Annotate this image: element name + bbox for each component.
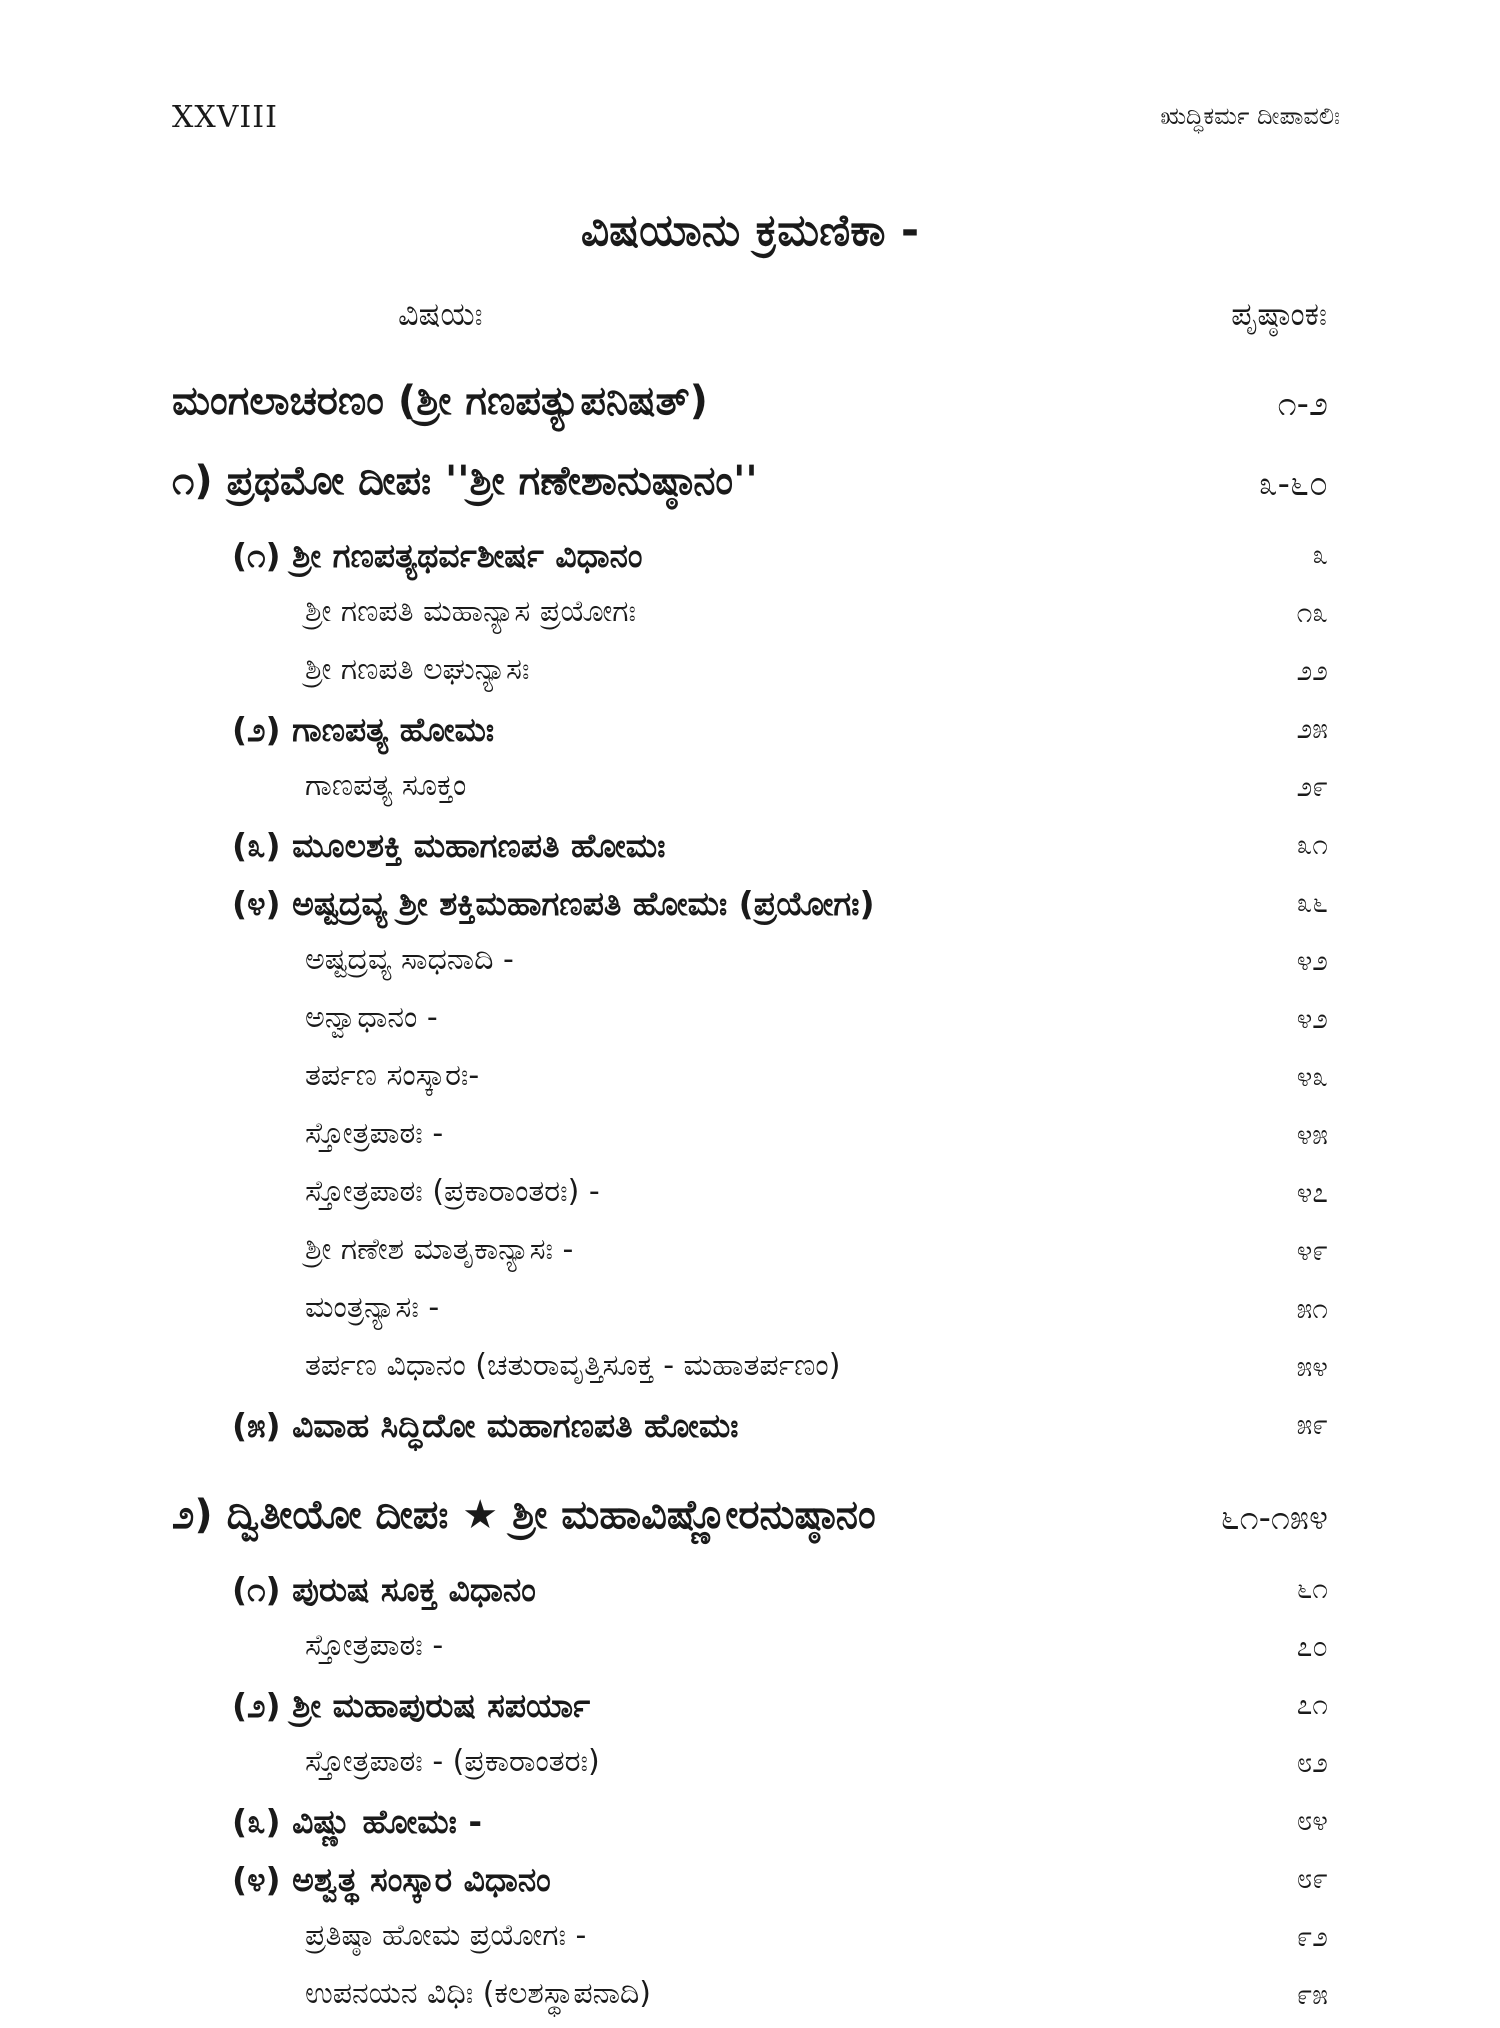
toc-entry-page: ೩೧ <box>1296 828 1328 861</box>
column-header-page: ಪೃಷ್ಠಾಂಕಃ <box>1231 295 1327 333</box>
toc-entry-page: ೩೬ <box>1296 886 1328 919</box>
toc-entry-page: ೪೭ <box>1296 1176 1328 1209</box>
toc-entry-label: ಗಾಣಪತ್ಯ ಸೂಕ್ತಂ <box>305 768 467 803</box>
toc-section-row <box>0 1854 1500 1912</box>
toc-entry-page: ೬೧ <box>1296 1572 1328 1605</box>
toc-title: ವಿಷಯಾನು ಕ್ರಮಣಿಕಾ - <box>580 205 920 256</box>
toc-section-row <box>0 1400 1500 1458</box>
toc-entry-label: ಮಂತ್ರನ್ಯಾಸಃ - <box>305 1290 440 1325</box>
book-title: ಋದ್ಧಿಕರ್ಮ ದೀಪಾವಲಿಃ <box>1160 102 1340 130</box>
toc-entry-page: ೮೯ <box>1296 1862 1328 1895</box>
running-head <box>172 100 1340 140</box>
toc-entry-label: ಸ್ತೋತ್ರಪಾಠಃ (ಪ್ರಕಾರಾಂತರಃ) - <box>305 1174 600 1209</box>
toc-entry-label: (೧) ಪುರುಷ ಸೂಕ್ತ ವಿಧಾನಂ <box>232 1570 536 1609</box>
toc-subsection-row <box>0 1110 1500 1168</box>
toc-entry-label: (೩) ವಿಷ್ಣು ಹೋಮಃ - <box>232 1802 483 1841</box>
toc-chapter-row <box>0 450 1500 530</box>
toc-entry-label: ಶ್ರೀ ಗಣಪತಿ ಮಹಾನ್ಯಾಸ ಪ್ರಯೋಗಃ <box>305 594 637 629</box>
table-of-contents <box>0 370 1500 2028</box>
toc-entry-label: ಶ್ರೀ ಗಣೇಶ ಮಾತೃಕಾನ್ಯಾಸಃ - <box>305 1232 574 1267</box>
toc-subsection-row <box>0 936 1500 994</box>
toc-section-row <box>0 820 1500 878</box>
toc-entry-page: ೨೫ <box>1296 712 1328 745</box>
toc-entry-label: (೧) ಶ್ರೀ ಗಣಪತ್ಯಥರ್ವಶೀರ್ಷ ವಿಧಾನಂ <box>232 536 643 575</box>
toc-section-row <box>0 530 1500 588</box>
toc-subsection-row <box>0 1738 1500 1796</box>
toc-subsection-row <box>0 588 1500 646</box>
toc-subsection-row <box>0 994 1500 1052</box>
toc-entry-label: ಸ್ತೋತ್ರಪಾಠಃ - <box>305 1116 444 1151</box>
column-header-subject: ವಿಷಯಃ <box>398 295 483 333</box>
toc-entry-label: ಸ್ತೋತ್ರಪಾಠಃ - <box>305 1628 444 1663</box>
toc-entry-page: ೯೨ <box>1296 1920 1328 1953</box>
toc-entry-page: ೪೯ <box>1296 1234 1328 1267</box>
toc-subsection-row <box>0 1052 1500 1110</box>
toc-subsection-row <box>0 1912 1500 1970</box>
toc-entry-label: (೫) ವಿವಾಹ ಸಿದ್ಧಿದೋ ಮಹಾಗಣಪತಿ ಹೋಮಃ <box>232 1406 739 1445</box>
toc-chapter-row <box>0 1484 1500 1564</box>
toc-entry-page: ೫೯ <box>1296 1408 1328 1441</box>
toc-subsection-row <box>0 1970 1500 2028</box>
toc-subsection-row <box>0 1342 1500 1400</box>
toc-entry-label: (೪) ಅಶ್ವತ್ಥ ಸಂಸ್ಕಾರ ವಿಧಾನಂ <box>232 1860 551 1899</box>
toc-entry-page: ೧-೨ <box>1277 384 1328 424</box>
toc-subsection-row <box>0 1284 1500 1342</box>
toc-entry-page: ೩-೬೦ <box>1258 464 1328 504</box>
toc-entry-page: ೪೨ <box>1296 944 1328 977</box>
toc-entry-label: ತರ್ಪಣ ಸಂಸ್ಕಾರಃ- <box>305 1058 480 1093</box>
toc-section-row <box>0 1564 1500 1622</box>
toc-entry-label: ಅನ್ವಾಧಾನಂ - <box>305 1000 438 1035</box>
toc-entry-label: ತರ್ಪಣ ವಿಧಾನಂ (ಚತುರಾವೃತ್ತಿಸೂಕ್ತ - ಮಹಾತರ್ಪಣಂ) <box>305 1348 841 1383</box>
toc-entry-label: ಶ್ರೀ ಗಣಪತಿ ಲಘುನ್ಯಾಸಃ <box>305 652 530 687</box>
toc-entry-page: ೬೧-೧೫೪ <box>1220 1498 1328 1538</box>
toc-entry-page: ೪೫ <box>1296 1118 1328 1151</box>
toc-entry-page: ೮೪ <box>1296 1804 1328 1837</box>
toc-section-row <box>0 1680 1500 1738</box>
toc-entry-page: ೪೩ <box>1296 1060 1328 1093</box>
toc-subsection-row <box>0 1622 1500 1680</box>
toc-subsection-row <box>0 1226 1500 1284</box>
toc-entry-label: (೩) ಮೂಲಶಕ್ತಿ ಮಹಾಗಣಪತಿ ಹೋಮಃ <box>232 826 666 865</box>
toc-entry-page: ೪೨ <box>1296 1002 1328 1035</box>
toc-entry-label: ಪ್ರತಿಷ್ಠಾ ಹೋಮ ಪ್ರಯೋಗಃ - <box>305 1918 587 1953</box>
toc-subsection-row <box>0 646 1500 704</box>
toc-entry-label: ಸ್ತೋತ್ರಪಾಠಃ - (ಪ್ರಕಾರಾಂತರಃ) <box>305 1744 600 1779</box>
toc-entry-label: (೨) ಶ್ರೀ ಮಹಾಪುರುಷ ಸಪರ್ಯಾ <box>232 1686 591 1725</box>
page-number-roman: XXVIII <box>172 100 278 135</box>
toc-entry-page: ೯೫ <box>1296 1978 1328 2011</box>
toc-entry-label: ಅಷ್ಟದ್ರವ್ಯ ಸಾಧನಾದಿ - <box>305 942 514 977</box>
toc-chapter-row <box>0 370 1500 450</box>
toc-entry-page: ೫೪ <box>1296 1350 1328 1383</box>
toc-section-row <box>0 1796 1500 1854</box>
toc-entry-page: ೩ <box>1312 538 1328 571</box>
toc-section-row <box>0 878 1500 936</box>
toc-entry-label: ೨) ದ್ವಿತೀಯೋ ದೀಪಃ ★ ಶ್ರೀ ಮಹಾವಿಷ್ಣೋರನುಷ್ಠಾನಂ <box>172 1492 876 1538</box>
toc-entry-page: ೨೨ <box>1296 654 1328 687</box>
toc-entry-page: ೧೩ <box>1296 596 1328 629</box>
toc-entry-label: ೧) ಪ್ರಥಮೋ ದೀಪಃ ''ಶ್ರೀ ಗಣೇಶಾನುಷ್ಠಾನಂ'' <box>172 458 758 504</box>
toc-entry-page: ೮೨ <box>1296 1746 1328 1779</box>
toc-entry-page: ೫೧ <box>1296 1292 1328 1325</box>
toc-subsection-row <box>0 1168 1500 1226</box>
section-spacer <box>0 1458 1500 1484</box>
toc-entry-page: ೨೯ <box>1296 770 1328 803</box>
toc-entry-label: (೪) ಅಷ್ಟದ್ರವ್ಯ ಶ್ರೀ ಶಕ್ತಿಮಹಾಗಣಪತಿ ಹೋಮಃ (ಪ್ರಯೋಗಃ) <box>232 884 875 923</box>
toc-entry-page: ೭೦ <box>1296 1630 1328 1663</box>
toc-entry-label: (೨) ಗಾಣಪತ್ಯ ಹೋಮಃ <box>232 710 495 749</box>
toc-entry-label: ಮಂಗಲಾಚರಣಂ (ಶ್ರೀ ಗಣಪತ್ಯುಪನಿಷತ್) <box>172 378 708 424</box>
toc-subsection-row <box>0 762 1500 820</box>
toc-entry-label: ಉಪನಯನ ವಿಧಿಃ (ಕಲಶಸ್ಥಾಪನಾದಿ) <box>305 1976 651 2011</box>
toc-section-row <box>0 704 1500 762</box>
toc-entry-page: ೭೧ <box>1296 1688 1328 1721</box>
